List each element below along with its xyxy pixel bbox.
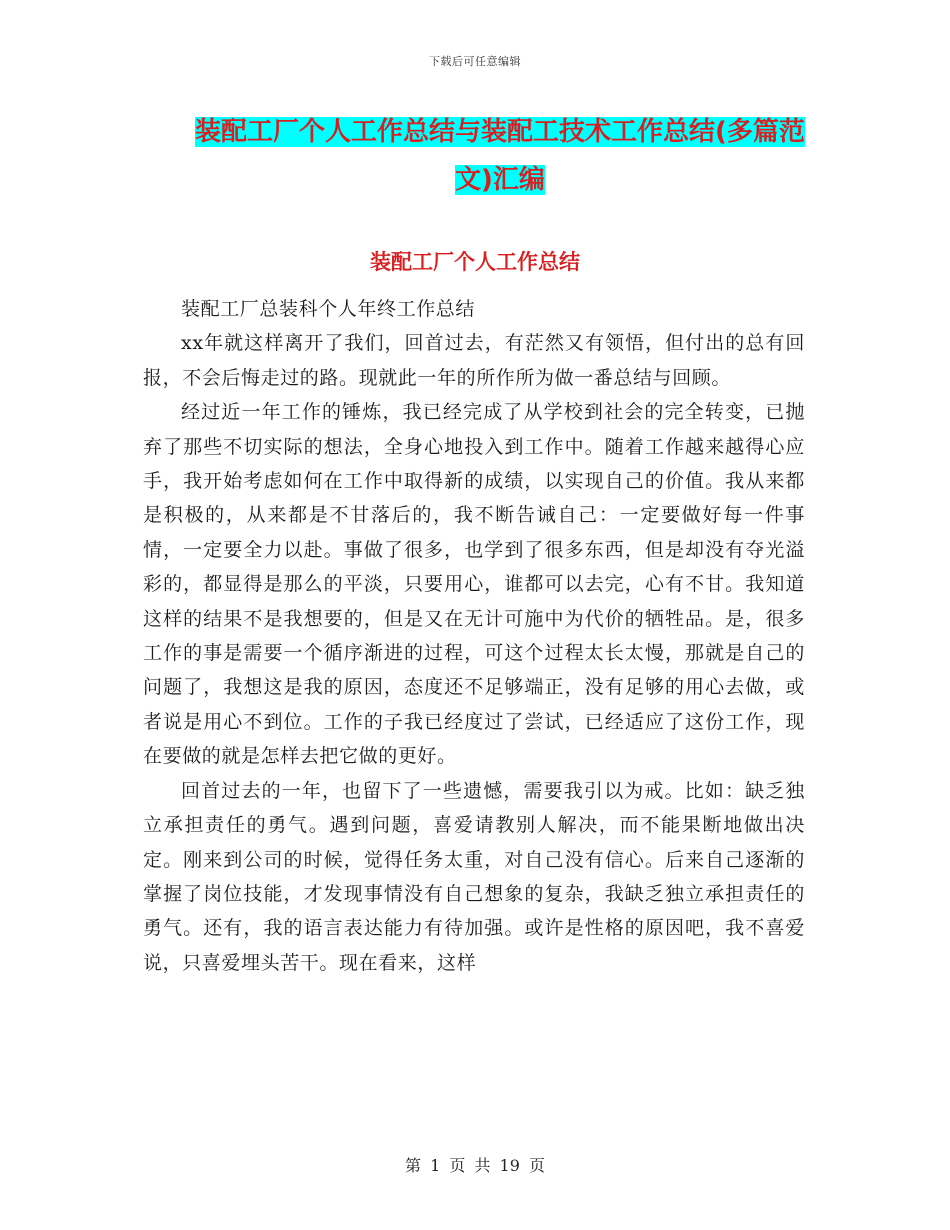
paragraph: xx年就这样离开了我们，回首过去，有茫然又有领悟，但付出的总有回报，不会后悔走过的路。现就此一年的所作所为做一番总结与回顾。 <box>143 332 805 389</box>
section-title: 装配工厂个人工作总结 <box>370 250 580 274</box>
document-title <box>185 108 815 204</box>
document-title-text: 装配工厂个人工作总结与装配工技术工作总结(多篇范文)汇编 <box>195 117 805 195</box>
page-footer: 第 1 页 共 19 页 <box>405 1156 545 1175</box>
header-note: 下载后可任意编辑 <box>429 55 521 68</box>
paragraph-subtitle: 装配工厂总装科个人年终工作总结 <box>181 298 476 320</box>
paragraph: 经过近一年工作的锤炼，我已经完成了从学校到社会的完全转变，已抛弃了那些不切实际的想法，全身心地投入到工作中。随着工作越来越得心应手，我开始考虑如何在工作中取得新的成绩，以实现自己的价值。我从来都是积极的，从来都是不甘落后的，我不断告诫自己：一定要做好每一件事情，一定要全力以赴。事做了很多，也学到了很多东西，但是却没有夺光溢彩的，都显得是那么的平淡，只要用心，谁都可以去完，心有不甘。我知道这样的结果不是我想要的，但是又在无计可施中为代价的牺牲品。是，很多工作的事是需要一个循序渐进的过程，可这个过程太长太慢，那就是自己的问题了，我想这是我的原因，态度还不足够端正，没有足够的用心去做，或者说是用心不到位。工作的子我已经度过了尝试，已经适应了这份工作，现在要做的就是怎样去把它做的更好。 <box>143 401 805 768</box>
body-text <box>143 292 805 980</box>
paragraph: 回首过去的一年，也留下了一些遗憾，需要我引以为戒。比如：缺乏独立承担责任的勇气。遇到问题，喜爱请教别人解决，而不能果断地做出决定。刚来到公司的时候，觉得任务太重，对自己没有信心。后来自己逐渐的掌握了岗位技能，才发现事情没有自己想象的复杂，我缺乏独立承担责任的勇气。还有，我的语言表达能力有待加强。或许是性格的原因吧，我不喜爱说，只喜爱埋头苦干。现在看来，这样 <box>143 779 805 974</box>
